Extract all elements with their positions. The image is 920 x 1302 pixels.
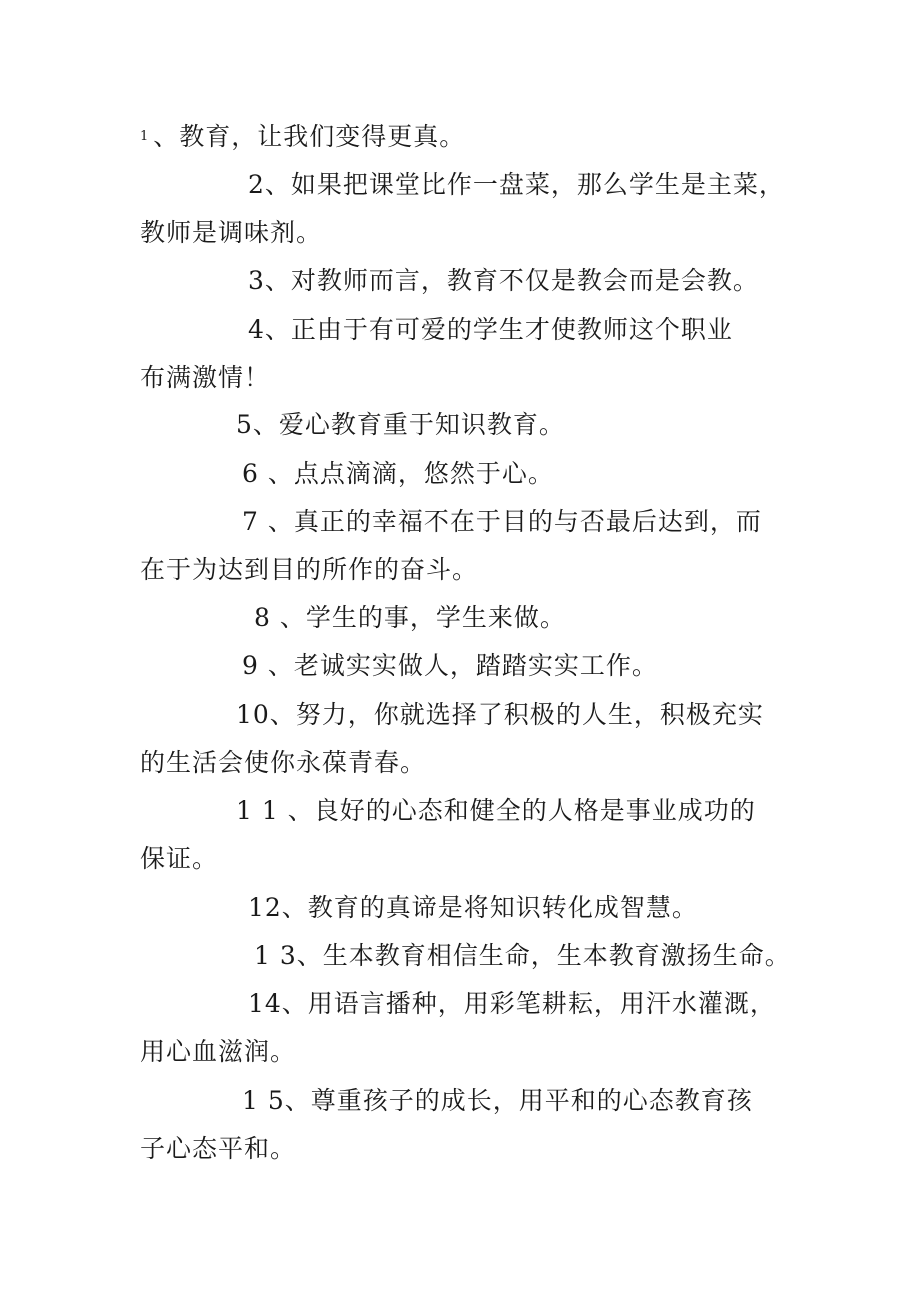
paragraph-5: 5、爱心教育重于知识教育。 <box>236 410 565 439</box>
paragraph-8: 8 、学生的事，学生来做。 <box>254 603 566 632</box>
paragraph-2-line-1: 2、如果把课堂比作一盘菜，那么学生是主菜， <box>248 170 785 199</box>
paragraph-11-line-1: 1 1 、良好的心态和健全的人格是事业成功的 <box>236 796 756 825</box>
paragraph-12: 12、教育的真谛是将知识转化成智慧。 <box>248 893 698 922</box>
paragraph-14-line-2: 用心血滋润。 <box>140 1037 297 1066</box>
paragraph-1-number: 1 <box>140 129 150 144</box>
paragraph-4-line-2: 布满激情！ <box>140 363 271 392</box>
paragraph-10-line-1: 10、努力，你就选择了积极的人生，积极充实 <box>236 700 764 729</box>
paragraph-13: 1 3、生本教育相信生命，生本教育激扬生命。 <box>254 941 791 970</box>
paragraph-15-line-1: 1 5、尊重孩子的成长，用平和的心态教育孩 <box>242 1086 753 1115</box>
paragraph-7-line-2: 在于为达到目的所作的奋斗。 <box>140 555 479 584</box>
paragraph-2-line-2: 教师是调味剂。 <box>140 218 323 247</box>
paragraph-10-line-2: 的生活会使你永葆青春。 <box>140 748 427 777</box>
paragraph-6: 6 、点点滴滴，悠然于心。 <box>242 459 554 488</box>
paragraph-11-line-2: 保证。 <box>140 844 219 873</box>
paragraph-14-line-1: 14、用语言播种，用彩笔耕耘，用汗水灌溉， <box>248 989 776 1018</box>
paragraph-1 <box>140 122 800 152</box>
paragraph-1-text: 、教育，让我们变得更真。 <box>153 122 466 151</box>
paragraph-7-line-1: 7 、真正的幸福不在于目的与否最后达到，而 <box>242 507 762 536</box>
paragraph-4-line-1: 4、正由于有可爱的学生才使教师这个职业 <box>248 315 733 344</box>
paragraph-3: 3、对教师而言，教育不仅是教会而是会教。 <box>248 266 759 295</box>
paragraph-15-line-2: 子心态平和。 <box>140 1134 297 1163</box>
paragraph-9: 9 、老诚实实做人，踏踏实实工作。 <box>242 651 658 680</box>
